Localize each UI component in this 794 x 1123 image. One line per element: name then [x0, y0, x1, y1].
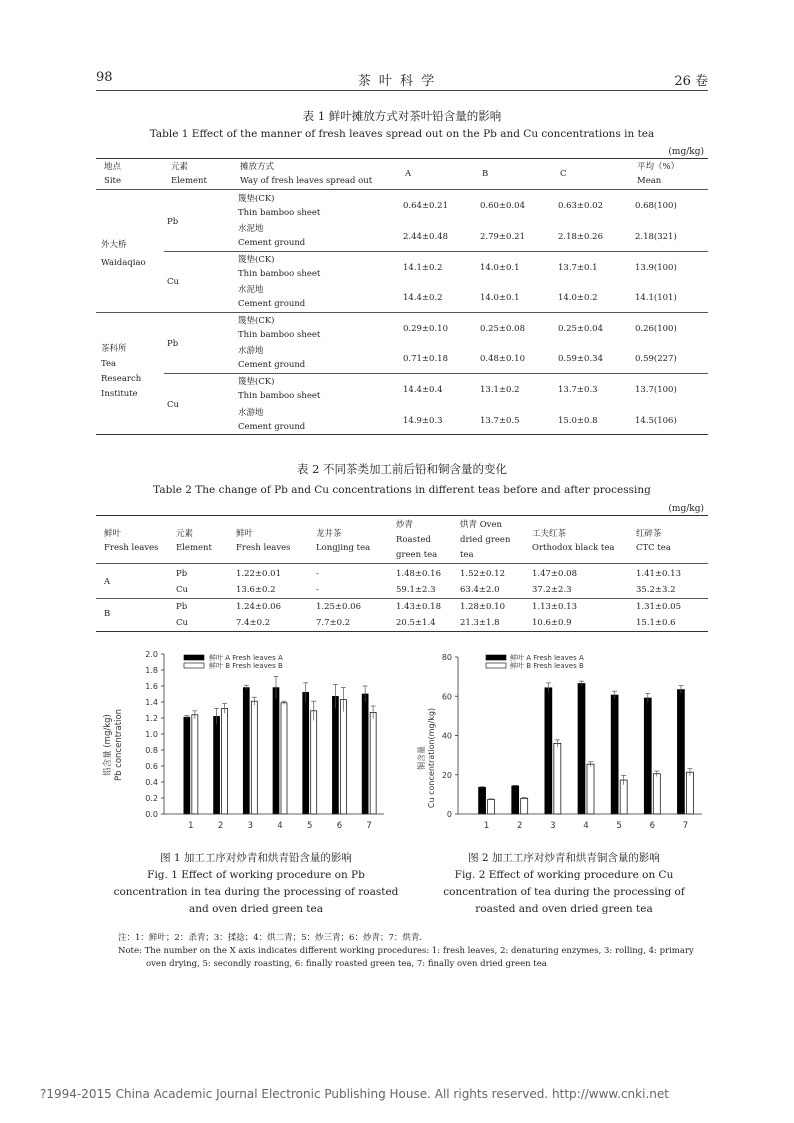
t1-cell: 13.7±0.5	[480, 416, 520, 426]
t1-head-mean: 平均（%） Mean	[637, 162, 680, 186]
fig2-bar-b	[488, 799, 495, 814]
t2-cell: 1.24±0.06	[236, 602, 281, 612]
t1-row-way: 水泥地 Cement ground	[238, 285, 306, 309]
fig1-legend-b: 鲜叶 B Fresh leaves B	[209, 662, 283, 670]
fig1-bar-a	[362, 694, 368, 814]
fig2-ytick-label: 0	[446, 810, 452, 819]
t2-cell: -	[316, 585, 319, 595]
fig2-xtick-label: 1	[483, 821, 490, 831]
t2-cell: 59.1±2.3	[396, 585, 436, 595]
fig2-ytick-label: 80	[441, 653, 452, 662]
t1-cell: 14.1(101)	[635, 293, 677, 303]
t2-cell: 1.41±0.13	[636, 569, 681, 579]
fig1-xtick-label: 2	[217, 821, 224, 831]
fig1-bar-a	[332, 696, 338, 814]
t1-cell: 2.79±0.21	[480, 232, 525, 242]
fig1-xtick-label: 5	[307, 821, 313, 831]
t2-head: 烘青 Oven dried green tea	[460, 520, 511, 560]
t1-cell: 14.4±0.4	[403, 385, 443, 395]
journal-title: 茶 叶 科 学	[357, 74, 437, 89]
t1-row-way: 篾垫(CK) Thin bamboo sheet	[238, 255, 321, 279]
fig1-bar-b	[370, 712, 376, 814]
fig1-bar-b	[192, 715, 198, 814]
t1-site-tri: 茶科所 Tea Research Institute	[101, 344, 142, 399]
t2-head: 龙井茶 Longjing tea	[316, 529, 371, 553]
t2-cell: 35.2±3.2	[636, 585, 676, 595]
t1-cell: 14.9±0.3	[403, 416, 443, 426]
fig1-ytick-label: 1.6	[145, 682, 158, 691]
t1-row-way: 水游地 Cement ground	[238, 408, 306, 432]
fig1-bar-a	[184, 717, 190, 814]
t1-head-a: A	[405, 169, 412, 179]
fig1-ytick-label: 1.2	[145, 714, 158, 723]
fig2-ytick-label: 60	[441, 692, 452, 702]
fig1-ytick-label: 0.0	[145, 810, 158, 819]
table1-unit: (mg/kg)	[668, 147, 704, 157]
t1-cell: 14.5(106)	[635, 416, 677, 426]
fig2-bar-b	[587, 764, 594, 814]
t1-cell: 0.29±0.10	[403, 324, 448, 334]
t2-cell: 1.43±0.18	[396, 602, 441, 612]
fig1-ytick-label: 0.6	[145, 762, 158, 771]
fig2-bar-a	[611, 695, 618, 814]
t2-cell: -	[316, 569, 319, 579]
t1-cell: 0.59±0.34	[558, 354, 603, 364]
fig1-bar-b	[281, 703, 287, 814]
t1-cell: 2.44±0.48	[403, 232, 448, 242]
t1-cell: 13.1±0.2	[480, 385, 520, 395]
fig1-bar-b	[340, 700, 346, 814]
t2-cell: 1.47±0.08	[532, 569, 577, 579]
t2-leaf-b: B	[104, 609, 111, 619]
table1-bottom-rule	[96, 434, 708, 435]
t2-cell: 1.28±0.10	[460, 602, 505, 612]
fig1-y-label-cn: 铅含量 (mg/kg)	[103, 714, 113, 776]
figure1-pb-chart	[96, 640, 396, 840]
t2-leaf-a: A	[104, 577, 111, 587]
t2-cell: 37.2±2.3	[532, 585, 572, 595]
fig2-xtick-label: 6	[649, 821, 655, 831]
t2-cell: 20.5±1.4	[396, 618, 436, 628]
fig1-xtick-label: 4	[277, 821, 283, 831]
fig2-ytick-label: 40	[441, 731, 452, 741]
fig2-bar-a	[578, 683, 585, 814]
t1-cell: 0.60±0.04	[480, 201, 525, 211]
fig2-xtick-label: 3	[550, 821, 556, 831]
fig1-y-label-en: Pb concentration	[114, 708, 124, 782]
t1-row-way: 篾垫(CK) Thin bamboo sheet	[238, 377, 321, 401]
table2-header-rule	[96, 563, 708, 564]
fig1-bar-a	[303, 692, 309, 814]
t2-cell: 1.22±0.01	[236, 569, 281, 579]
fig2-bar-a	[677, 690, 684, 814]
fig1-ytick-label: 0.2	[145, 794, 158, 803]
fig1-ytick-label: 1.0	[145, 730, 158, 739]
table2-title-en: Table 2 The change of Pb and Cu concentrations in different teas before and after processing	[153, 484, 651, 496]
t1-cell: 0.63±0.02	[558, 201, 603, 211]
fig2-y-label-cn: 铜含量	[417, 746, 426, 770]
page-number: 98	[96, 70, 113, 85]
t2-head: 工夫红茶 Orthodox black tea	[532, 529, 615, 553]
t1-cell: 0.59(227)	[635, 354, 677, 364]
t1-cell: 13.7±0.3	[558, 385, 598, 395]
fig2-bar-a	[644, 698, 651, 814]
fig2-xtick-label: 4	[583, 821, 589, 831]
t1-head-b: B	[482, 169, 489, 179]
copyright-footer: ?1994-2015 China Academic Journal Electronic Publishing House. All rights reserved. http://www.cnki.net	[40, 1087, 669, 1101]
t1-cell: 13.9(100)	[635, 263, 677, 273]
t1-cell: 14.0±0.2	[558, 293, 598, 303]
t2-element: Pb	[176, 602, 188, 612]
fig2-bar-a	[479, 787, 486, 814]
table2-title-cn: 表 2 不同茶类加工前后铅和铜含量的变化	[296, 462, 508, 476]
fig1-ytick-label: 0.4	[145, 778, 158, 787]
t1-row-way: 篾垫(CK) Thin bamboo sheet	[238, 194, 321, 218]
fig2-xtick-label: 5	[616, 821, 622, 831]
t1-inner-rule	[164, 251, 708, 252]
t1-group-rule	[96, 312, 708, 313]
t1-element-cu: Cu	[167, 277, 179, 287]
fig2-legend-swatch-b	[486, 663, 506, 668]
table1-title-cn: 表 1 鲜叶摊放方式对茶叶铅含量的影响	[302, 109, 502, 123]
fig1-xtick-label: 6	[336, 821, 343, 831]
fig2-bar-b	[554, 743, 561, 814]
t1-cell: 2.18±0.26	[558, 232, 603, 242]
t2-head: 元素 Element	[176, 529, 212, 553]
fig1-legend-swatch-a	[184, 655, 204, 660]
fig2-bar-b	[521, 798, 528, 814]
fig1-bar-b	[251, 701, 257, 814]
fig2-bar-b	[653, 774, 660, 814]
t1-cell: 14.1±0.2	[403, 263, 443, 273]
t2-cell: 7.4±0.2	[236, 618, 271, 628]
t1-cell: 13.7±0.1	[558, 263, 598, 273]
t2-element: Cu	[176, 618, 188, 628]
t2-group-rule	[96, 598, 708, 599]
t1-cell: 0.25±0.04	[558, 324, 603, 334]
t1-row-way: 水泥地 Cement ground	[238, 224, 306, 248]
fig1-bar-a	[243, 688, 249, 814]
fig1-xtick-label: 7	[366, 821, 372, 831]
t1-element-cu: Cu	[167, 400, 179, 410]
fig1-legend-a: 鲜叶 A Fresh leaves A	[209, 654, 283, 662]
fig1-ytick-label: 2.0	[145, 650, 158, 659]
table1-header-rule	[96, 189, 708, 190]
fig2-xtick-label: 7	[682, 821, 689, 831]
t2-cell: 13.6±0.2	[236, 585, 276, 595]
t1-cell: 13.7(100)	[635, 385, 677, 395]
fig2-bar-b	[620, 780, 627, 814]
fig1-xtick-label: 3	[247, 821, 253, 831]
t2-cell: 1.13±0.13	[532, 602, 577, 612]
t2-cell: 1.31±0.05	[636, 602, 681, 612]
figure1-caption: 图 1 加工工序对炒青和烘青铅含量的影响 Fig. 1 Effect of working procedure on Pb concentration in tea during the processing of roasted and oven dried green tea	[113, 852, 399, 915]
fig2-bar-a	[512, 786, 519, 814]
fig2-y-label-en: Cu concentration(mg/kg)	[427, 707, 436, 809]
table2-top-rule	[96, 515, 708, 516]
fig1-ytick-label: 0.8	[145, 746, 158, 755]
fig1-ytick-label: 1.4	[145, 698, 158, 707]
table1-top-rule	[96, 158, 708, 159]
t1-cell: 0.25±0.08	[480, 324, 525, 334]
t1-head-site: 地点 Site	[104, 162, 122, 186]
t2-cell: 21.3±1.8	[460, 618, 500, 628]
t2-cell: 1.48±0.16	[396, 569, 441, 579]
t2-head: 鲜叶 Fresh leaves	[236, 529, 291, 553]
t1-cell: 0.71±0.18	[403, 354, 448, 364]
t2-element: Cu	[176, 585, 188, 595]
header-rule	[96, 90, 708, 91]
t1-inner-rule	[164, 373, 708, 374]
fig2-legend-b: 鲜叶 B Fresh leaves B	[510, 662, 584, 670]
t1-row-way: 水游地 Cement ground	[238, 346, 306, 370]
t1-row-way: 篾垫(CK) Thin bamboo sheet	[238, 316, 321, 340]
t2-cell: 10.6±0.9	[532, 618, 572, 628]
t1-head-way: 摊放方式 Way of fresh leaves spread out	[240, 162, 373, 186]
t1-cell: 14.0±0.1	[480, 263, 520, 273]
fig2-ytick-label: 20	[441, 770, 452, 780]
fig2-legend-a: 鲜叶 A Fresh leaves A	[510, 654, 584, 662]
t1-cell: 15.0±0.8	[558, 416, 598, 426]
fig1-bar-b	[311, 711, 317, 814]
table2-unit: (mg/kg)	[668, 504, 704, 514]
table2-bottom-rule	[96, 631, 708, 632]
t1-cell: 0.26(100)	[635, 324, 677, 334]
fig2-bar-b	[686, 772, 693, 814]
fig2-legend	[486, 653, 584, 670]
fig1-xtick-label: 1	[188, 821, 194, 831]
fig2-legend-swatch-a	[486, 655, 506, 660]
t1-cell: 2.18(321)	[635, 232, 677, 242]
fig2-xtick-label: 2	[517, 821, 523, 831]
table1-title-en: Table 1 Effect of the manner of fresh leaves spread out on the Pb and Cu concentrations in tea	[149, 128, 655, 140]
figure-notes: 注：1：鲜叶；2：杀青；3：揉捻；4：烘二青；5：炒三青；6：炒青；7：烘青. Note: The number on the X axis indicates different working procedures: 1: fresh leaves, 2: denaturing enzymes, 3: rolling, 4: primary oven drying, 5: secondly roasting, 6: finally roasted green tea, 7: finally oven dried green tea	[118, 933, 694, 969]
fig1-legend-swatch-b	[184, 663, 204, 668]
volume-label: 26 卷	[674, 74, 708, 89]
t1-site-waidaqiao: 外大桥 Waidaqiao	[101, 240, 146, 268]
t2-cell: 1.52±0.12	[460, 569, 505, 579]
figure2-cu-chart	[410, 640, 710, 840]
fig1-legend	[184, 653, 283, 670]
t2-cell: 1.25±0.06	[316, 602, 361, 612]
t1-cell: 14.0±0.1	[480, 293, 520, 303]
t1-element-pb: Pb	[167, 217, 179, 227]
t2-cell: 7.7±0.2	[316, 618, 351, 628]
t2-head: 鲜叶 Fresh leaves	[104, 529, 159, 553]
t1-cell: 0.68(100)	[635, 201, 677, 211]
t2-cell: 15.1±0.6	[636, 618, 676, 628]
t2-head: 红碎茶 CTC tea	[636, 529, 671, 553]
fig1-bar-a	[214, 716, 220, 814]
t1-head-c: C	[560, 169, 567, 179]
t1-element-pb: Pb	[167, 339, 179, 349]
fig2-bar-a	[545, 688, 552, 814]
fig1-ytick-label: 1.8	[145, 666, 158, 675]
t1-cell: 0.48±0.10	[480, 354, 525, 364]
t2-head: 炒青 Roasted green tea	[396, 520, 438, 560]
fig1-bar-a	[273, 688, 279, 814]
t1-cell: 0.64±0.21	[403, 201, 448, 211]
t1-head-element: 元素 Element	[171, 162, 207, 186]
t1-cell: 14.4±0.2	[403, 293, 443, 303]
figure2-caption: 图 2 加工工序对炒青和烘青铜含量的影响 Fig. 2 Effect of working procedure on Cu concentration of tea during the processing of roasted and oven dried green tea	[443, 852, 685, 915]
fig1-bar-b	[222, 708, 228, 814]
t2-cell: 63.4±2.0	[460, 585, 500, 595]
t2-element: Pb	[176, 569, 188, 579]
